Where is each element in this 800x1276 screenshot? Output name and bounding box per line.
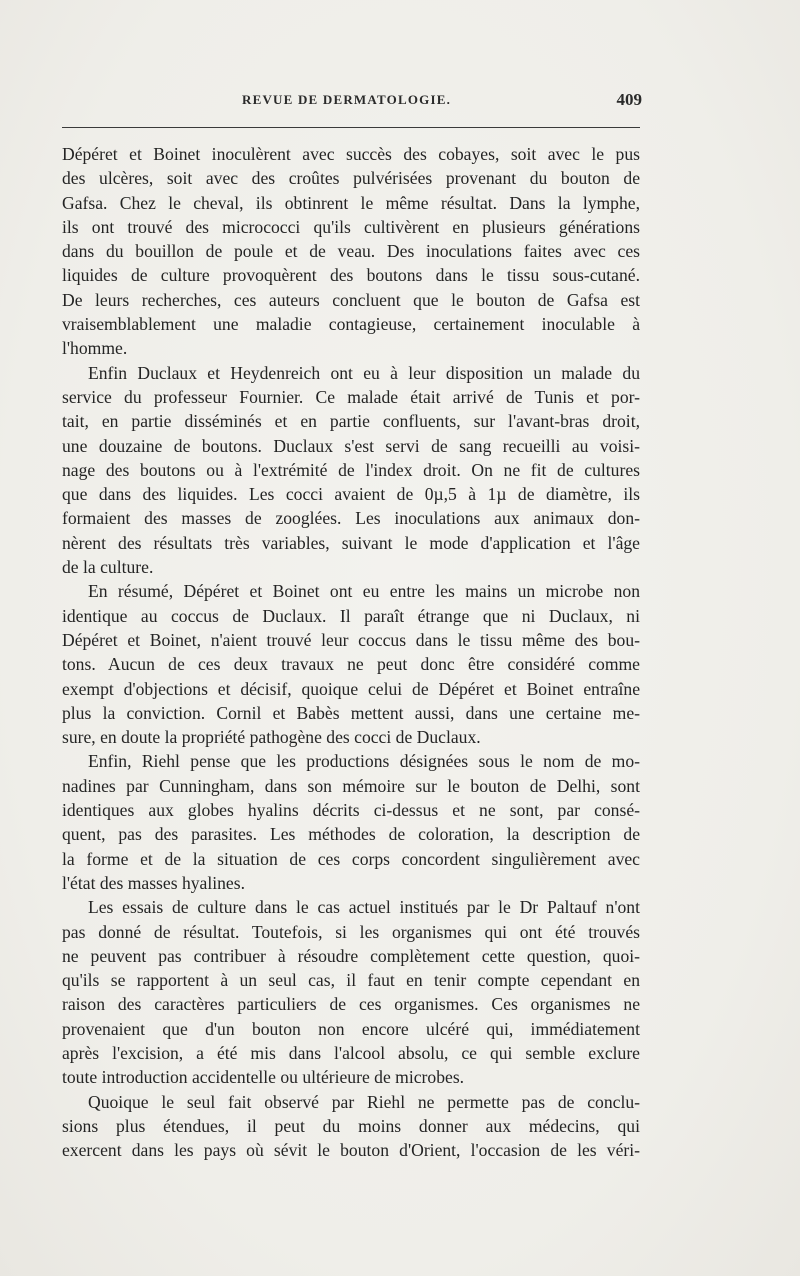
text-line: exercent dans les pays où sévit le bouton d'Orient, l'occasion de les véri- (62, 1140, 640, 1161)
text-line: liquides de culture provoquèrent des boutons dans le tissu sous-cutané. (62, 265, 640, 286)
text-line: raison des caractères particuliers de ces organismes. Ces organismes ne (62, 994, 640, 1015)
body-text (62, 142, 640, 1162)
text-line: des ulcères, soit avec des croûtes pulvérisées provenant du bouton de (62, 168, 640, 189)
text-line: quent, pas des parasites. Les méthodes de coloration, la description de (62, 824, 640, 845)
text-line: dans du bouillon de poule et de veau. Des inoculations faites avec ces (62, 241, 640, 262)
text-line: service du professeur Fournier. Ce malade était arrivé de Tunis et por- (62, 386, 640, 407)
text-line: nadines par Cunningham, dans son mémoire sur le bouton de Delhi, sont (62, 775, 640, 796)
text-line: pas donné de résultat. Toutefois, si les organismes qui ont été trouvés (62, 921, 640, 942)
text-line: identique au coccus de Duclaux. Il paraît étrange que ni Duclaux, ni (62, 605, 640, 626)
text-line: tait, en partie disséminés et en partie confluents, sur l'avant-bras droit, (62, 411, 640, 432)
text-line: Dépéret et Boinet inoculèrent avec succès des cobayes, soit avec le pus (62, 144, 640, 164)
text-line: tons. Aucun de ces deux travaux ne peut donc être considéré comme (62, 654, 640, 675)
text-line: identiques aux globes hyalins décrits ci-dessus et ne sont, par consé- (62, 800, 640, 821)
text-line: de la culture. (62, 557, 154, 578)
text-line: après l'excision, a été mis dans l'alcool absolu, ce qui semble exclure (62, 1042, 640, 1063)
text-line: une douzaine de boutons. Duclaux s'est servi de sang recueilli au voisi- (62, 435, 640, 456)
text-line: Gafsa. Chez le cheval, ils obtinrent le même résultat. Dans la lymphe, (62, 192, 640, 213)
text-line: sure, en doute la propriété pathogène des cocci de Duclaux. (62, 727, 481, 748)
text-line: ne peuvent pas contribuer à résoudre complètement cette question, quoi- (62, 945, 640, 966)
text-line: provenaient que d'un bouton non encore ulcéré qui, immédiatement (62, 1018, 640, 1039)
text-line: sions plus étendues, il peut du moins donner aux médecins, qui (62, 1115, 640, 1136)
page-header (62, 92, 642, 114)
header-rule (62, 127, 640, 128)
text-line: Quoique le seul fait observé par Riehl ne permette pas de conclu- (88, 1091, 640, 1112)
text-line: nage des boutons ou à l'extrémité de l'index droit. On ne fit de cultures (62, 459, 640, 480)
text-line: vraisemblablement une maladie contagieuse, certainement inoculable à (62, 314, 640, 335)
running-title: REVUE DE DERMATOLOGIE. (242, 92, 452, 107)
text-line: l'homme. (62, 338, 128, 359)
text-line: Enfin Duclaux et Heydenreich ont eu à leur disposition un malade du (88, 362, 640, 383)
text-line: Enfin, Riehl pense que les productions désignées sous le nom de mo- (88, 751, 640, 772)
text-line: formaient des masses de zooglées. Les inoculations aux animaux don- (62, 508, 640, 529)
text-line: l'état des masses hyalines. (62, 872, 245, 893)
text-line: que dans des liquides. Les cocci avaient de 0µ,5 à 1µ de diamètre, ils (62, 484, 640, 505)
text-line: toute introduction accidentelle ou ultérieure de microbes. (62, 1067, 465, 1088)
text-line: En résumé, Dépéret et Boinet ont eu entre les mains un microbe non (88, 581, 640, 602)
text-line: ils ont trouvé des micrococci qu'ils cultivèrent en plusieurs générations (62, 216, 640, 237)
text-line: Les essais de culture dans le cas actuel institués par le Dr Paltauf n'ont (88, 897, 640, 918)
text-line: nèrent des résultats très variables, suivant le mode d'application et l'âge (62, 532, 640, 553)
page-number: 409 (616, 90, 642, 109)
text-line: exempt d'objections et décisif, quoique celui de Dépéret et Boinet entraîne (62, 678, 640, 699)
text-line: la forme et de la situation de ces corps concordent singulièrement avec (62, 848, 640, 869)
text-line: De leurs recherches, ces auteurs concluent que le bouton de Gafsa est (62, 289, 640, 310)
text-line: Dépéret et Boinet, n'aient trouvé leur coccus dans le tissu même des bou- (62, 629, 640, 650)
text-line: plus la conviction. Cornil et Babès mettent aussi, dans une certaine me- (62, 702, 640, 723)
text-line: qu'ils se rapportent à un seul cas, il faut en tenir compte cependant en (62, 970, 640, 991)
